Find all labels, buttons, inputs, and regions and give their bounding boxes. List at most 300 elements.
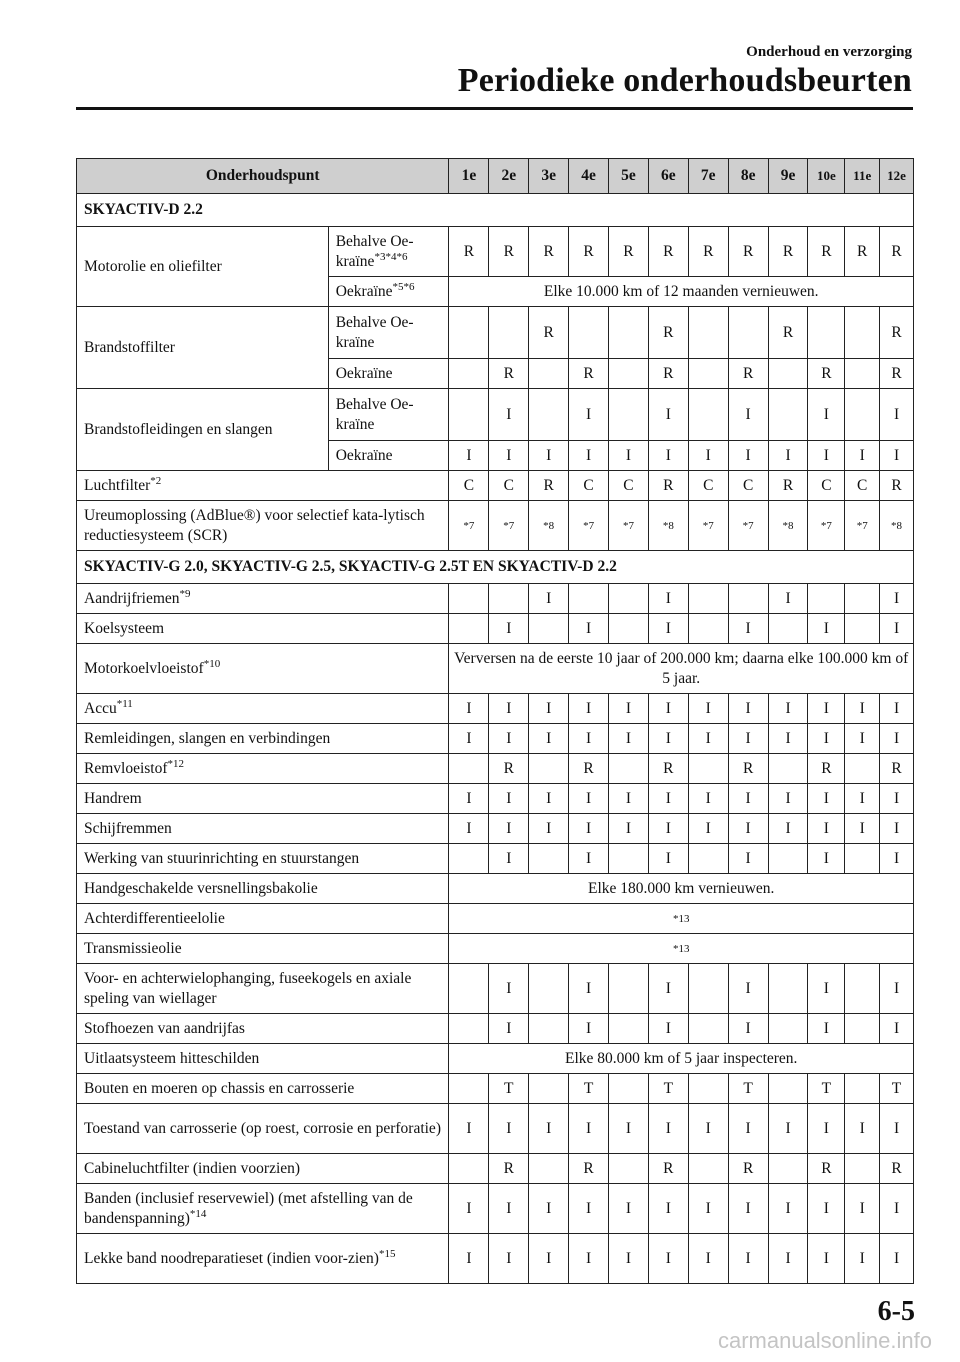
- table-cell: [688, 1184, 728, 1234]
- table-cell: [569, 964, 609, 1014]
- table-cell: [880, 227, 914, 277]
- table-cell: [609, 844, 649, 874]
- sub-label: [328, 441, 449, 471]
- table-cell: [688, 814, 728, 844]
- cell-text: I: [665, 819, 671, 837]
- column-header: [489, 159, 529, 194]
- table-cell: [768, 1014, 808, 1044]
- cell-text: Ureumoplossing (AdBlue®) voor selectief kata-lytisch reductiesysteem (SCR): [84, 506, 425, 544]
- cell-text: Voor- en achterwielophanging, fuseekogels en axiale speling van wiellager: [84, 969, 412, 1007]
- table-cell: [880, 724, 914, 754]
- table-cell: [449, 1104, 489, 1154]
- table-cell: [728, 1184, 768, 1234]
- cell-text: I: [466, 729, 472, 747]
- cell-text: I: [745, 1119, 751, 1137]
- cell-text: I: [705, 699, 711, 717]
- cell-text: I: [466, 699, 472, 717]
- table-cell: [449, 389, 489, 441]
- table-cell: [449, 614, 489, 644]
- item-label: [77, 501, 449, 551]
- cell-text: I: [785, 1119, 791, 1137]
- cell-text: I: [893, 1019, 900, 1037]
- cell-text: I: [893, 729, 900, 747]
- cell-text: R: [543, 476, 554, 494]
- footnote-ref: *15: [378, 1247, 396, 1260]
- cell-text: R: [503, 1159, 514, 1177]
- cell-text: I: [546, 1249, 552, 1267]
- table-row: [77, 644, 914, 694]
- table-cell: [880, 584, 914, 614]
- table-cell: [768, 784, 808, 814]
- table-row: [77, 1154, 914, 1184]
- cell-text: I: [859, 789, 865, 807]
- table-cell: [768, 1154, 808, 1184]
- cell-text: Motorolie en oliefilter: [84, 257, 222, 275]
- cell-text: I: [585, 1199, 592, 1217]
- cell-text: R: [742, 1159, 754, 1177]
- table-cell: [648, 1234, 688, 1284]
- cell-text: I: [506, 1019, 512, 1037]
- table-cell: [609, 389, 649, 441]
- cell-text: 10e: [816, 168, 836, 183]
- table-cell: [449, 1074, 489, 1104]
- section-header: [77, 194, 914, 227]
- cell-text: I: [585, 1019, 592, 1037]
- header-rule: [76, 107, 913, 110]
- table-cell: [768, 964, 808, 1014]
- table-cell: [609, 441, 649, 471]
- table-cell: [768, 441, 808, 471]
- cell-text: Banden (inclusief reservewiel) (met afstelling van de bandenspanning): [84, 1189, 413, 1227]
- cell-text: R: [742, 759, 754, 777]
- cell-text: Handrem: [84, 789, 142, 807]
- table-cell: [808, 814, 845, 844]
- cell-text: I: [546, 699, 552, 717]
- cell-text: I: [745, 849, 751, 867]
- table-cell: [449, 1234, 489, 1284]
- cell-text: 6e: [661, 167, 676, 184]
- table-cell: [609, 1184, 649, 1234]
- table-cell: [449, 501, 489, 551]
- table-cell: [569, 1014, 609, 1044]
- cell-text: I: [823, 405, 829, 423]
- cell-text: *7: [702, 519, 714, 532]
- table-row: [77, 307, 914, 359]
- column-header: [808, 159, 845, 194]
- cell-text: I: [705, 1119, 711, 1137]
- cell-text: I: [665, 589, 671, 607]
- item-label: [77, 1234, 449, 1284]
- cell-text: I: [823, 619, 829, 637]
- cell-text: Transmissieolie: [84, 939, 182, 957]
- table-cell: [845, 784, 880, 814]
- cell-text: *8: [543, 519, 555, 532]
- table-row: [77, 159, 914, 194]
- table-cell: [529, 307, 569, 359]
- item-label: [77, 814, 449, 844]
- sub-label: [328, 389, 449, 441]
- cell-text: R: [583, 1159, 594, 1177]
- cell-text: I: [665, 1199, 671, 1217]
- cell-text: Elke 80.000 km of 5 jaar inspecteren.: [565, 1049, 798, 1067]
- cell-text: Remvloeistof: [84, 759, 168, 777]
- cell-text: I: [665, 1249, 671, 1267]
- table-cell: [529, 441, 569, 471]
- cell-text: Werking van stuurinrichting en stuurstangen: [84, 849, 360, 867]
- cell-text: T: [891, 1079, 902, 1097]
- table-cell: [489, 471, 529, 501]
- cell-text: R: [891, 476, 902, 494]
- item-label: [77, 754, 449, 784]
- cell-text: I: [893, 619, 900, 637]
- cell-text: I: [665, 405, 671, 423]
- table-cell: [768, 814, 808, 844]
- cell-text: Stofhoezen van aandrijfas: [84, 1019, 245, 1037]
- cell-text: I: [823, 979, 829, 997]
- table-cell: [880, 359, 914, 389]
- cell-text: R: [503, 242, 514, 260]
- table-cell: [880, 441, 914, 471]
- cell-text: R: [821, 1159, 832, 1177]
- cell-text: I: [625, 699, 632, 717]
- cell-text: I: [546, 589, 552, 607]
- column-header: [768, 159, 808, 194]
- cell-text: Brandstofleidingen en slangen: [84, 420, 273, 438]
- cell-text: T: [663, 1079, 674, 1097]
- cell-text: I: [705, 819, 711, 837]
- column-header: [449, 159, 489, 194]
- table-cell: [529, 227, 569, 277]
- table-cell: [648, 471, 688, 501]
- table-cell: [648, 1014, 688, 1044]
- cell-text: I: [665, 619, 671, 637]
- cell-text: *7: [583, 519, 595, 532]
- table-cell: [449, 1044, 914, 1074]
- cell-text: I: [823, 1199, 829, 1217]
- table-cell: [728, 1234, 768, 1284]
- cell-text: I: [705, 1199, 711, 1217]
- table-cell: [609, 501, 649, 551]
- table-cell: [609, 784, 649, 814]
- table-cell: [728, 1074, 768, 1104]
- table-cell: [569, 754, 609, 784]
- item-label: [77, 1014, 449, 1044]
- table-cell: [449, 964, 489, 1014]
- table-cell: [880, 754, 914, 784]
- table-row: [77, 194, 914, 227]
- table-cell: [845, 694, 880, 724]
- table-cell: [880, 1074, 914, 1104]
- table-cell: [569, 501, 609, 551]
- table-cell: [880, 614, 914, 644]
- table-cell: [880, 784, 914, 814]
- cell-text: 7e: [700, 167, 716, 184]
- cell-text: R: [663, 323, 674, 341]
- table-cell: [609, 1154, 649, 1184]
- cell-text: I: [893, 699, 900, 717]
- cell-text: Behalve Oe-kraïne: [335, 232, 414, 270]
- table-cell: [489, 1184, 529, 1234]
- cell-text: I: [625, 1199, 632, 1217]
- table-cell: [489, 844, 529, 874]
- table-cell: [489, 441, 529, 471]
- table-cell: [648, 844, 688, 874]
- cell-text: I: [506, 849, 512, 867]
- table-cell: [449, 724, 489, 754]
- table-cell: [688, 359, 728, 389]
- table-cell: [845, 227, 880, 277]
- cell-text: R: [891, 364, 902, 382]
- table-cell: [768, 1184, 808, 1234]
- table-cell: [569, 814, 609, 844]
- table-cell: [489, 814, 529, 844]
- cell-text: I: [745, 729, 751, 747]
- table-cell: [648, 784, 688, 814]
- item-label: [77, 784, 449, 814]
- table-cell: [489, 1104, 529, 1154]
- table-cell: [449, 227, 489, 277]
- cell-text: I: [506, 619, 512, 637]
- table-cell: [768, 724, 808, 754]
- table-cell: [688, 501, 728, 551]
- table-cell: [880, 1104, 914, 1154]
- table-cell: [845, 501, 880, 551]
- table-cell: [845, 754, 880, 784]
- cell-text: I: [665, 1019, 671, 1037]
- item-label: [77, 724, 449, 754]
- table-cell: [648, 814, 688, 844]
- table-cell: [845, 1184, 880, 1234]
- cell-text: I: [745, 1199, 751, 1217]
- table-cell: [768, 1104, 808, 1154]
- cell-text: R: [543, 242, 554, 260]
- cell-text: R: [663, 1159, 674, 1177]
- cell-text: R: [663, 759, 674, 777]
- cell-text: I: [745, 619, 751, 637]
- item-label: [77, 471, 449, 501]
- table-cell: [880, 1154, 914, 1184]
- table-cell: [489, 1014, 529, 1044]
- cell-text: R: [742, 364, 754, 382]
- table-cell: [489, 359, 529, 389]
- table-row: [77, 1014, 914, 1044]
- table-cell: [449, 814, 489, 844]
- footnote-ref: *11: [116, 697, 133, 710]
- table-row: [77, 501, 914, 551]
- table-cell: [449, 874, 914, 904]
- table-row: [77, 614, 914, 644]
- table-cell: [808, 1104, 845, 1154]
- table-cell: [728, 307, 768, 359]
- table-cell: [845, 814, 880, 844]
- cell-text: I: [893, 405, 900, 423]
- table-cell: [845, 1014, 880, 1044]
- item-label: [77, 1044, 449, 1074]
- cell-text: C: [623, 476, 634, 494]
- table-cell: [449, 307, 489, 359]
- table-cell: [529, 754, 569, 784]
- cell-text: *7: [742, 519, 754, 532]
- table-cell: [489, 784, 529, 814]
- cell-text: *13: [672, 912, 690, 925]
- cell-text: R: [782, 323, 794, 341]
- cell-text: I: [785, 589, 791, 607]
- cell-text: R: [782, 476, 794, 494]
- cell-text: I: [665, 979, 671, 997]
- cell-text: I: [506, 1119, 512, 1137]
- cell-text: I: [466, 446, 472, 464]
- table-cell: [569, 694, 609, 724]
- cell-text: I: [506, 1199, 512, 1217]
- table-cell: [529, 694, 569, 724]
- cell-text: I: [625, 729, 632, 747]
- footnote-ref: *12: [167, 757, 185, 770]
- cell-text: I: [665, 849, 671, 867]
- table-cell: [768, 471, 808, 501]
- cell-text: 2e: [501, 167, 517, 184]
- table-cell: [648, 359, 688, 389]
- table-cell: [569, 784, 609, 814]
- column-header: [569, 159, 609, 194]
- cell-text: I: [785, 819, 791, 837]
- table-cell: [489, 389, 529, 441]
- table-cell: [880, 1234, 914, 1284]
- table-cell: [489, 1074, 529, 1104]
- table-cell: [449, 584, 489, 614]
- cell-text: I: [823, 1249, 829, 1267]
- cell-text: I: [859, 699, 865, 717]
- table-cell: [648, 307, 688, 359]
- cell-text: Elke 10.000 km of 12 maanden vernieuwen.: [543, 282, 819, 300]
- cell-text: 11e: [853, 168, 872, 183]
- cell-text: C: [857, 476, 868, 494]
- table-cell: [688, 1074, 728, 1104]
- cell-text: I: [705, 446, 711, 464]
- table-cell: [648, 441, 688, 471]
- cell-text: I: [466, 1119, 472, 1137]
- table-cell: [449, 784, 489, 814]
- cell-text: I: [823, 789, 829, 807]
- table-row: [77, 694, 914, 724]
- cell-text: R: [782, 242, 794, 260]
- item-label: [77, 227, 329, 307]
- table-cell: [688, 1154, 728, 1184]
- table-cell: [808, 1014, 845, 1044]
- table-cell: [728, 359, 768, 389]
- table-cell: [808, 389, 845, 441]
- table-cell: [489, 501, 529, 551]
- table-cell: [569, 1234, 609, 1284]
- cell-text: I: [823, 1119, 829, 1137]
- sub-label: [328, 359, 449, 389]
- table-cell: [845, 1234, 880, 1284]
- cell-text: I: [823, 819, 829, 837]
- table-cell: [880, 844, 914, 874]
- cell-text: I: [893, 849, 900, 867]
- cell-text: Aandrijfriemen: [84, 589, 180, 607]
- cell-text: I: [585, 1249, 592, 1267]
- cell-text: R: [583, 242, 594, 260]
- table-cell: [569, 307, 609, 359]
- cell-text: I: [625, 1119, 632, 1137]
- cell-text: *8: [782, 519, 794, 532]
- table-cell: [609, 1014, 649, 1044]
- cell-text: I: [665, 729, 671, 747]
- item-label: [77, 1154, 449, 1184]
- cell-text: R: [891, 242, 902, 260]
- table-cell: [768, 754, 808, 784]
- cell-text: I: [546, 729, 552, 747]
- cell-text: R: [503, 364, 514, 382]
- table-cell: [768, 584, 808, 614]
- cell-text: T: [743, 1079, 753, 1097]
- cell-text: Cabineluchtfilter (indien voorzien): [84, 1159, 301, 1177]
- table-cell: [728, 614, 768, 644]
- watermark: carmanualsonline.info: [717, 1328, 932, 1353]
- table-cell: [569, 1154, 609, 1184]
- table-row: [77, 724, 914, 754]
- table-cell: [880, 1014, 914, 1044]
- table-cell: [648, 1074, 688, 1104]
- cell-text: Behalve Oe-kraïne: [335, 313, 414, 351]
- cell-text: I: [585, 446, 592, 464]
- cell-text: Lekke band noodreparatieset (indien voor-zien): [84, 1249, 379, 1267]
- table-cell: [569, 844, 609, 874]
- cell-text: R: [742, 242, 754, 260]
- table-cell: [529, 724, 569, 754]
- table-cell: [449, 694, 489, 724]
- table-cell: [449, 1154, 489, 1184]
- item-label: [77, 904, 449, 934]
- table-cell: [648, 584, 688, 614]
- table-cell: [728, 501, 768, 551]
- cell-text: C: [821, 476, 832, 494]
- cell-text: *7: [856, 519, 868, 532]
- cell-text: *7: [820, 519, 832, 532]
- table-cell: [880, 307, 914, 359]
- column-header: [880, 159, 914, 194]
- table-cell: [688, 227, 728, 277]
- table-cell: [728, 1154, 768, 1184]
- table-cell: [808, 471, 845, 501]
- table-cell: [808, 359, 845, 389]
- table-row: [77, 784, 914, 814]
- item-label: [77, 584, 449, 614]
- column-header: [609, 159, 649, 194]
- cell-text: I: [745, 699, 751, 717]
- cell-text: R: [891, 759, 902, 777]
- cell-text: I: [785, 789, 791, 807]
- table-row: [77, 754, 914, 784]
- cell-text: I: [859, 729, 865, 747]
- sub-label: [328, 277, 449, 307]
- table-cell: [808, 1234, 845, 1284]
- table-cell: [845, 471, 880, 501]
- table-cell: [569, 441, 609, 471]
- column-header: [845, 159, 880, 194]
- cell-text: I: [893, 446, 900, 464]
- cell-text: I: [466, 789, 472, 807]
- cell-text: I: [506, 446, 512, 464]
- cell-text: I: [785, 699, 791, 717]
- cell-text: R: [543, 323, 554, 341]
- cell-text: I: [506, 819, 512, 837]
- table-cell: [688, 784, 728, 814]
- cell-text: Elke 180.000 km vernieuwen.: [588, 879, 775, 897]
- cell-text: I: [665, 1119, 671, 1137]
- table-cell: [728, 1014, 768, 1044]
- table-cell: [609, 359, 649, 389]
